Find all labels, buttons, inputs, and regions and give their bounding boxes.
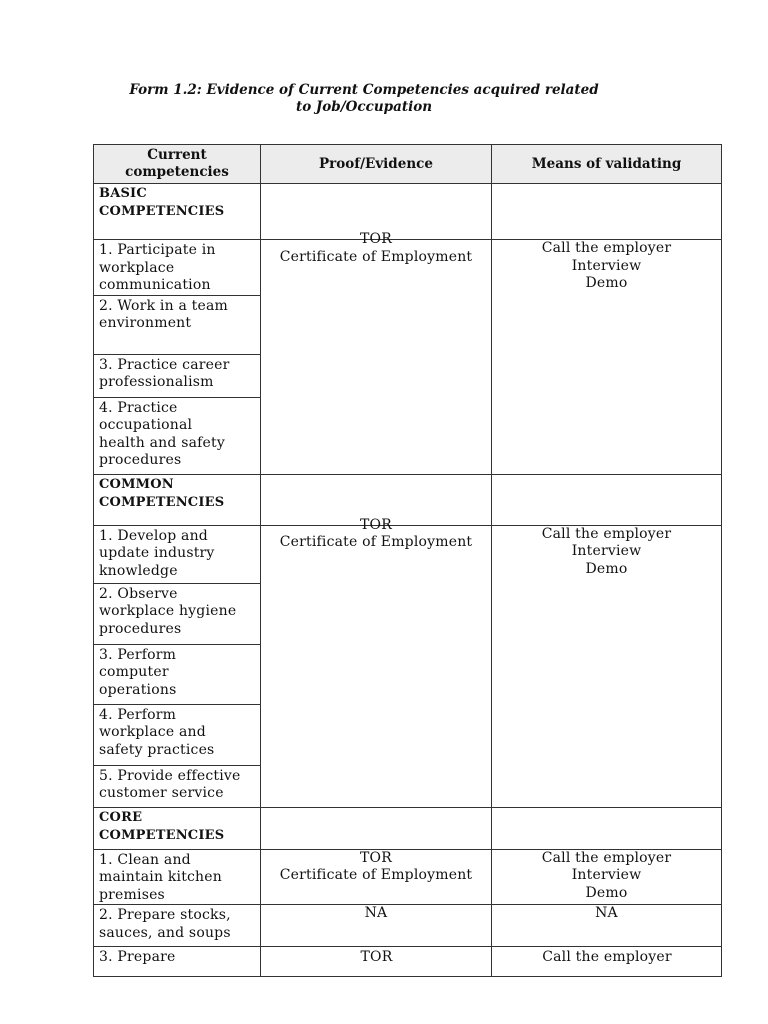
form-title-line-1: Form 1.2: Evidence of Current Competencies acquired related	[129, 82, 599, 98]
competency-item: 1. Participate in workplace communication	[94, 240, 261, 296]
table-header-row	[94, 145, 722, 184]
header-current-competencies: Current competencies	[94, 145, 261, 184]
competency-item: 1. Develop and update industry knowledge	[94, 525, 261, 583]
competency-item: 2. Prepare stocks, sauces, and soups	[94, 905, 261, 947]
table-row	[94, 947, 722, 977]
means-of-validating-cell: Call the employer	[492, 947, 722, 977]
competency-item: 3. Perform computer operations	[94, 644, 261, 704]
proof-evidence-cell: TOR Certificate of Employment	[261, 240, 492, 475]
means-of-validating-cell: NA	[492, 905, 722, 947]
proof-evidence-cell: TOR Certificate of Employment	[261, 525, 492, 807]
section-label-common: COMMON COMPETENCIES	[94, 474, 261, 525]
means-of-validating-cell: Call the employer Interview Demo	[492, 525, 722, 807]
form-title-line-2: to Job/Occupation	[295, 99, 433, 115]
competencies-table	[93, 144, 722, 977]
competency-item: 2. Work in a team environment	[94, 295, 261, 354]
empty-cell	[492, 184, 722, 240]
competency-item: 4. Perform workplace and safety practices	[94, 704, 261, 765]
competency-item: 5. Provide effective customer service	[94, 765, 261, 807]
header-means-of-validating: Means of validating	[492, 145, 722, 184]
table-row	[94, 905, 722, 947]
header-proof-evidence: Proof/Evidence	[261, 145, 492, 184]
competency-item: 4. Practice occupational health and safety procedures	[94, 397, 261, 474]
empty-cell	[492, 807, 722, 849]
proof-evidence-cell: TOR Certificate of Employment	[261, 849, 492, 905]
empty-cell	[261, 807, 492, 849]
means-of-validating-cell: Call the employer Interview Demo	[492, 849, 722, 905]
section-label-basic: BASIC COMPETENCIES	[94, 184, 261, 240]
competency-item: 2. Observe workplace hygiene procedures	[94, 583, 261, 644]
section-label-core: CORE COMPETENCIES	[94, 807, 261, 849]
section-row-core	[94, 807, 722, 849]
means-of-validating-cell: Call the employer Interview Demo	[492, 240, 722, 475]
table-row	[94, 849, 722, 905]
proof-evidence-cell: TOR	[261, 947, 492, 977]
table-row	[94, 240, 722, 296]
competency-item: 3. Practice career professionalism	[94, 354, 261, 397]
competency-item: 3. Prepare	[94, 947, 261, 977]
competency-item: 1. Clean and maintain kitchen premises	[94, 849, 261, 905]
empty-cell	[492, 474, 722, 525]
proof-evidence-cell: NA	[261, 905, 492, 947]
table-row	[94, 525, 722, 583]
